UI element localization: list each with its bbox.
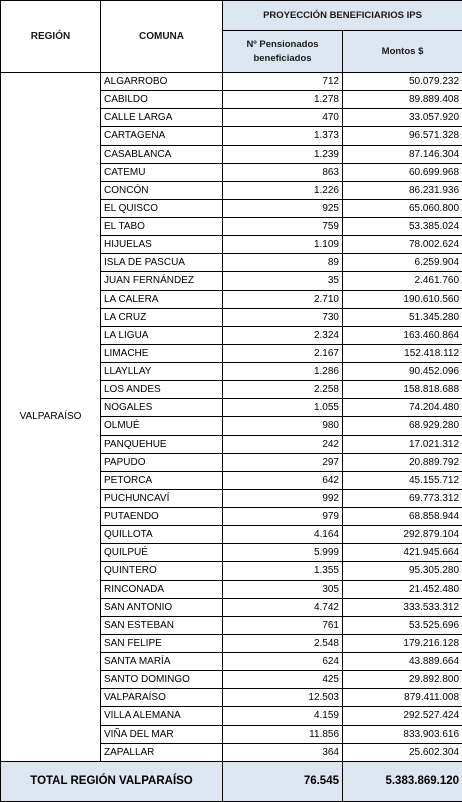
header-proyeccion: PROYECCIÓN BENEFICIARIOS IPS — [223, 1, 462, 31]
montos-cell: 333.533.312 — [343, 598, 462, 616]
montos-cell: 90.452.096 — [343, 363, 462, 381]
pensionados-cell: 12.503 — [223, 689, 343, 707]
header-montos: Montos $ — [343, 31, 462, 73]
comuna-cell: LA LIGUA — [101, 326, 223, 344]
pensionados-cell: 242 — [223, 435, 343, 453]
pensionados-cell: 425 — [223, 671, 343, 689]
montos-cell: 190.610.560 — [343, 290, 462, 308]
comuna-cell: PUTAENDO — [101, 508, 223, 526]
comuna-cell: OLMUÉ — [101, 417, 223, 435]
montos-cell: 86.231.936 — [343, 181, 462, 199]
comuna-cell: PANQUEHUE — [101, 435, 223, 453]
comuna-cell: CONCÓN — [101, 181, 223, 199]
pensionados-cell: 1.239 — [223, 145, 343, 163]
montos-cell: 292.879.104 — [343, 526, 462, 544]
montos-cell: 29.892.800 — [343, 671, 462, 689]
pensionados-cell: 1.286 — [223, 363, 343, 381]
comuna-cell: CASABLANCA — [101, 145, 223, 163]
pensionados-cell: 4.742 — [223, 598, 343, 616]
pensionados-cell: 297 — [223, 453, 343, 471]
pensionados-cell: 642 — [223, 471, 343, 489]
header-region: REGIÓN — [1, 1, 101, 73]
comuna-cell: SANTA MARÍA — [101, 653, 223, 671]
montos-cell: 69.773.312 — [343, 489, 462, 507]
pensionados-cell: 2.167 — [223, 344, 343, 362]
montos-cell: 45.155.712 — [343, 471, 462, 489]
montos-cell: 43.889.664 — [343, 653, 462, 671]
comuna-cell: QUILLOTA — [101, 526, 223, 544]
montos-cell: 53.385.024 — [343, 218, 462, 236]
pensionados-cell: 761 — [223, 616, 343, 634]
pensionados-cell: 925 — [223, 199, 343, 217]
montos-cell: 53.525.696 — [343, 616, 462, 634]
comuna-cell: HIJUELAS — [101, 236, 223, 254]
comuna-cell: LIMACHE — [101, 344, 223, 362]
pensionados-cell: 980 — [223, 417, 343, 435]
montos-cell: 51.345.280 — [343, 308, 462, 326]
comuna-cell: ISLA DE PASCUA — [101, 254, 223, 272]
pensionados-cell: 1.278 — [223, 91, 343, 109]
pensionados-cell: 2.710 — [223, 290, 343, 308]
pensionados-cell: 1.109 — [223, 236, 343, 254]
montos-cell: 163.460.864 — [343, 326, 462, 344]
pensionados-cell: 1.226 — [223, 181, 343, 199]
comuna-cell: VIÑA DEL MAR — [101, 725, 223, 743]
pensionados-cell: 35 — [223, 272, 343, 290]
montos-cell: 50.079.232 — [343, 73, 462, 91]
pensionados-cell: 1.055 — [223, 399, 343, 417]
comuna-cell: ZAPALLAR — [101, 743, 223, 761]
comuna-cell: JUAN FERNÁNDEZ — [101, 272, 223, 290]
comuna-cell: CARTAGENA — [101, 127, 223, 145]
pensionados-cell: 712 — [223, 73, 343, 91]
region-cell: VALPARAÍSO — [1, 73, 101, 762]
montos-cell: 68.858.944 — [343, 508, 462, 526]
pensionados-cell: 89 — [223, 254, 343, 272]
pensionados-cell: 863 — [223, 163, 343, 181]
pensionados-cell: 1.373 — [223, 127, 343, 145]
pensionados-cell: 624 — [223, 653, 343, 671]
pensionados-cell: 759 — [223, 218, 343, 236]
total-row — [1, 761, 462, 801]
comuna-cell: VILLA ALEMANA — [101, 707, 223, 725]
comuna-cell: VALPARAÍSO — [101, 689, 223, 707]
montos-cell: 879.411.008 — [343, 689, 462, 707]
comuna-cell: SANTO DOMINGO — [101, 671, 223, 689]
montos-cell: 20.889.792 — [343, 453, 462, 471]
comuna-cell: SAN ESTEBAN — [101, 616, 223, 634]
pensionados-cell: 11.856 — [223, 725, 343, 743]
pensionados-cell: 1.355 — [223, 562, 343, 580]
montos-cell: 96.571.328 — [343, 127, 462, 145]
comuna-cell: LA CALERA — [101, 290, 223, 308]
comuna-cell: CALLE LARGA — [101, 109, 223, 127]
montos-cell: 65.060.800 — [343, 199, 462, 217]
pensionados-cell: 4.159 — [223, 707, 343, 725]
montos-cell: 68.929.280 — [343, 417, 462, 435]
total-montos: 5.383.869.120 — [343, 761, 462, 801]
montos-cell: 74.204.480 — [343, 399, 462, 417]
comuna-cell: PUCHUNCAVÍ — [101, 489, 223, 507]
table-row — [1, 73, 462, 91]
montos-cell: 833.903.616 — [343, 725, 462, 743]
comuna-cell: PAPUDO — [101, 453, 223, 471]
table-body — [1, 1, 462, 802]
montos-cell: 25.602.304 — [343, 743, 462, 761]
montos-cell: 78.002.624 — [343, 236, 462, 254]
montos-cell: 158.818.688 — [343, 381, 462, 399]
montos-cell: 87.146.304 — [343, 145, 462, 163]
montos-cell: 33.057.920 — [343, 109, 462, 127]
pensionados-cell: 2.324 — [223, 326, 343, 344]
comuna-cell: SAN FELIPE — [101, 634, 223, 652]
montos-cell: 60.699.968 — [343, 163, 462, 181]
montos-cell: 95.305.280 — [343, 562, 462, 580]
comuna-cell: SAN ANTONIO — [101, 598, 223, 616]
pensionados-cell: 979 — [223, 508, 343, 526]
pensionados-cell: 305 — [223, 580, 343, 598]
pensionados-cell: 4.164 — [223, 526, 343, 544]
montos-cell: 421.945.664 — [343, 544, 462, 562]
comuna-cell: LOS ANDES — [101, 381, 223, 399]
montos-cell: 152.418.112 — [343, 344, 462, 362]
montos-cell: 89.889.408 — [343, 91, 462, 109]
comuna-cell: CABILDO — [101, 91, 223, 109]
comuna-cell: EL TABO — [101, 218, 223, 236]
pensionados-cell: 364 — [223, 743, 343, 761]
comuna-cell: LA CRUZ — [101, 308, 223, 326]
montos-cell: 21.452.480 — [343, 580, 462, 598]
montos-cell: 2.461.760 — [343, 272, 462, 290]
comuna-cell: CATEMU — [101, 163, 223, 181]
comuna-cell: QUINTERO — [101, 562, 223, 580]
header-comuna: COMUNA — [101, 1, 223, 73]
comuna-cell: PETORCA — [101, 471, 223, 489]
pensionados-cell: 992 — [223, 489, 343, 507]
comuna-cell: NOGALES — [101, 399, 223, 417]
comuna-cell: RINCONADA — [101, 580, 223, 598]
total-label: TOTAL REGIÓN VALPARAÍSO — [1, 761, 223, 801]
pensionados-cell: 2.548 — [223, 634, 343, 652]
pensionados-cell: 5.999 — [223, 544, 343, 562]
pensionados-cell: 2.258 — [223, 381, 343, 399]
header-row-1 — [1, 1, 462, 31]
montos-cell: 17.021.312 — [343, 435, 462, 453]
montos-cell: 292.527.424 — [343, 707, 462, 725]
total-pensionados: 76.545 — [223, 761, 343, 801]
comuna-cell: LLAYLLAY — [101, 363, 223, 381]
pensionados-cell: 470 — [223, 109, 343, 127]
pensionados-cell: 730 — [223, 308, 343, 326]
comuna-cell: ALGARROBO — [101, 73, 223, 91]
montos-cell: 6.259.904 — [343, 254, 462, 272]
comuna-cell: QUILPUÉ — [101, 544, 223, 562]
montos-cell: 179.216.128 — [343, 634, 462, 652]
header-pensionados: Nº Pensionados beneficiados — [223, 31, 343, 73]
comuna-cell: EL QUISCO — [101, 199, 223, 217]
